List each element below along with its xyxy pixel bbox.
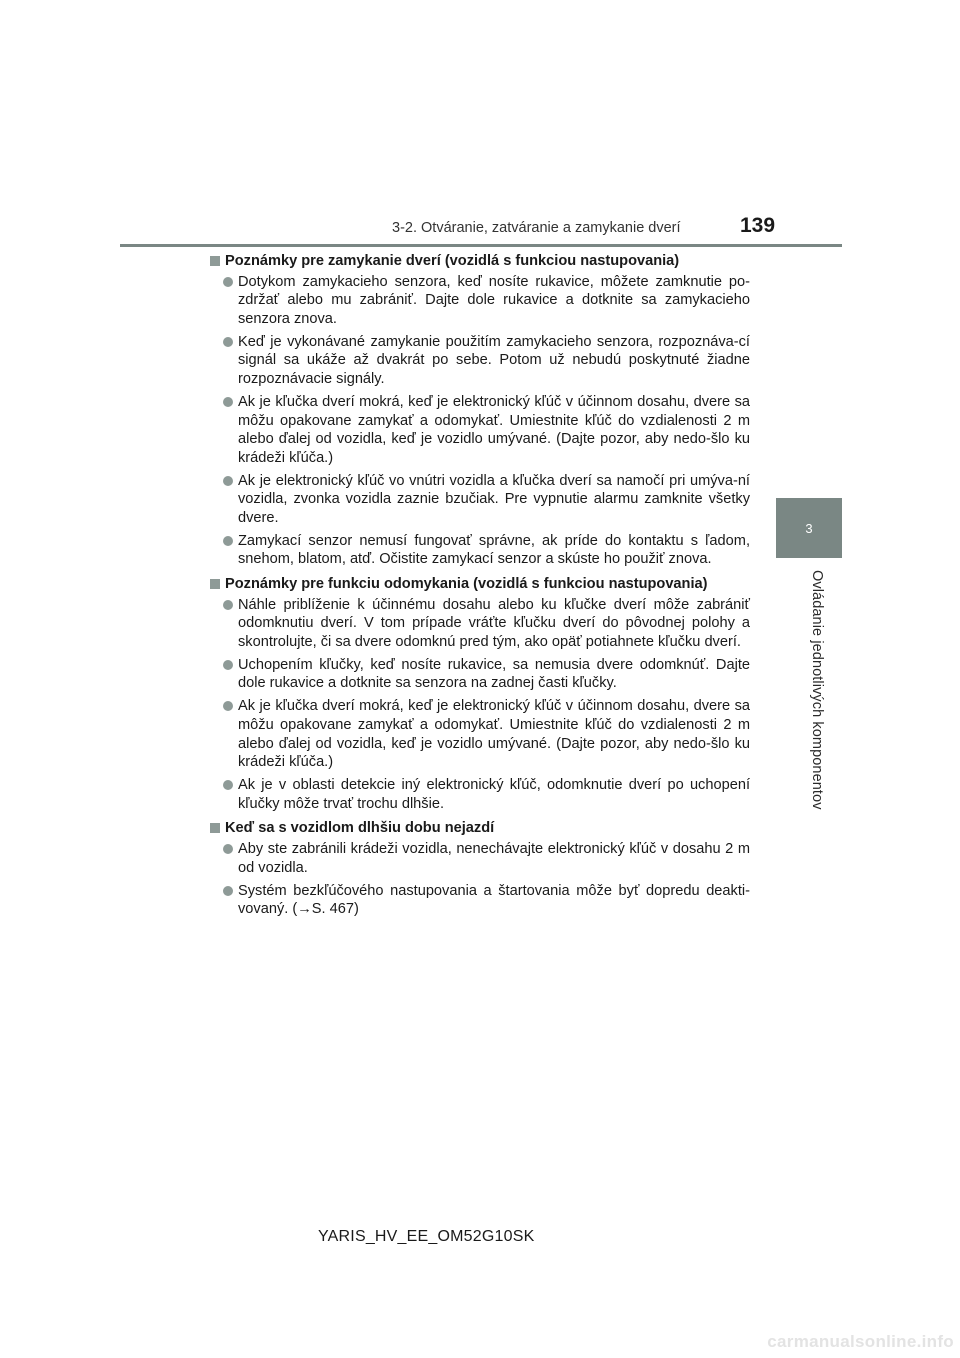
round-bullet-icon — [223, 600, 233, 610]
list-item — [209, 273, 750, 329]
page-number: 139 — [740, 214, 776, 237]
list-item-text: Aby ste zabránili krádeži vozidla, nenechávajte elektronický kľúč v dosahu 2 m od vozidla. — [238, 840, 750, 876]
list-item — [209, 776, 750, 813]
round-bullet-icon — [223, 886, 233, 896]
round-bullet-icon — [223, 701, 233, 711]
list-item-text: Ak je kľučka dverí mokrá, keď je elektronický kľúč v účinnom dosahu, dvere sa môžu opakovane zamykať a odomykať. Umiestnite kľúč do vzdialenosti 2 m alebo ďalej od vozidla, keď je vozidlo umývané. (Dajte pozor, aby nedo-šlo ku krádeži kľúča.) — [238, 393, 750, 466]
section-heading — [209, 252, 750, 271]
section-heading — [209, 575, 750, 594]
list-item-text: Uchopením kľučky, keď nosíte rukavice, sa nemusia dvere odomknúť. Dajte dole rukavice a dotknite sa senzora na zadnej časti kľučky. — [238, 656, 750, 692]
list-item — [209, 840, 750, 877]
section-heading-text: Poznámky pre funkciu odomykania (vozidlá s funkciou nastupovania) — [225, 576, 708, 593]
header-section-title: 3-2. Otváranie, zatváranie a zamykanie dverí — [392, 220, 681, 236]
list-item-text: Náhle priblíženie k účinnému dosahu alebo ku kľučke dverí môže zabrániť odomknutiu dverí. V tom prípade vráťte kľučku dverí do pôvodnej polohy a skontrolujte, či sa dvere odomknú pred tým, ako opäť potiahnete kľučku dverí. — [238, 596, 750, 650]
list-item — [209, 333, 750, 389]
list-item — [209, 596, 750, 652]
round-bullet-icon — [223, 780, 233, 790]
list-item-text: Zamykací senzor nemusí fungovať správne, ak príde do kontaktu s ľadom, snehom, blatom, atď. Očistite zamykací senzor a skúste ho použiť znova. — [238, 532, 750, 568]
list-item — [209, 472, 750, 528]
list-item-text: Ak je v oblasti detekcie iný elektronický kľúč, odomknutie dverí po uchopení kľučky môže trvať trochu dlhšie. — [238, 777, 750, 812]
watermark: carmanualsonline.info — [767, 1332, 954, 1351]
content-body — [209, 252, 750, 923]
list-item — [209, 532, 750, 569]
list-item — [209, 697, 750, 771]
round-bullet-icon — [223, 476, 233, 486]
list-item-text: Dotykom zamykacieho senzora, keď nosíte rukavice, môžete zamknutie po-zdržať alebo mu zabrániť. Dajte dole rukavice a dotknite sa zamykacieho senzora znova. — [238, 273, 750, 327]
list-item-text: Systém bezkľúčového nastupovania a štartovania môže byť dopredu deakti-vovaný. (→S. 467) — [238, 882, 750, 918]
list-item-text: Keď je vykonávané zamykanie použitím zamykacieho senzora, rozpoznáva-cí signál sa ukáže až dvakrát po sebe. Potom už nebudú poskytnuté žiadne rozpoznávacie signály. — [238, 333, 750, 387]
round-bullet-icon — [223, 277, 233, 287]
footer-document-code: YARIS_HV_EE_OM52G10SK — [318, 1228, 535, 1245]
section-heading-text: Keď sa s vozidlom dlhšiu dobu nejazdí — [225, 820, 495, 837]
square-bullet-icon — [210, 256, 220, 266]
round-bullet-icon — [223, 660, 233, 670]
round-bullet-icon — [223, 844, 233, 854]
chapter-title-vertical: Ovládanie jednotlivých komponentov — [809, 570, 825, 810]
section-heading — [209, 819, 750, 838]
header-rule — [120, 244, 842, 247]
list-item — [209, 882, 750, 919]
section-heading-text: Poznámky pre zamykanie dverí (vozidlá s funkciou nastupovania) — [225, 253, 680, 269]
list-item-text: Ak je kľučka dverí mokrá, keď je elektronický kľúč v účinnom dosahu, dvere sa môžu opakovane zamykať a odomykať. Umiestnite kľúč do vzdialenosti 2 m alebo ďalej od vozidla, keď je vozidlo umývané. (Dajte pozor, aby nedo-šlo ku krádeži kľúča.) — [238, 698, 750, 771]
chapter-tab: 3 — [776, 498, 842, 558]
list-item-text: Ak je elektronický kľúč vo vnútri vozidla a kľučka dverí sa namočí pri umýva-ní vozidla, zvonka vozidla zaznie bzučiak. Pre vypnutie alarmu zamknite všetky dvere. — [238, 472, 750, 526]
list-item — [209, 656, 750, 693]
round-bullet-icon — [223, 397, 233, 407]
square-bullet-icon — [210, 823, 220, 833]
list-item — [209, 393, 750, 467]
round-bullet-icon — [223, 536, 233, 546]
round-bullet-icon — [223, 337, 233, 347]
square-bullet-icon — [210, 579, 220, 589]
